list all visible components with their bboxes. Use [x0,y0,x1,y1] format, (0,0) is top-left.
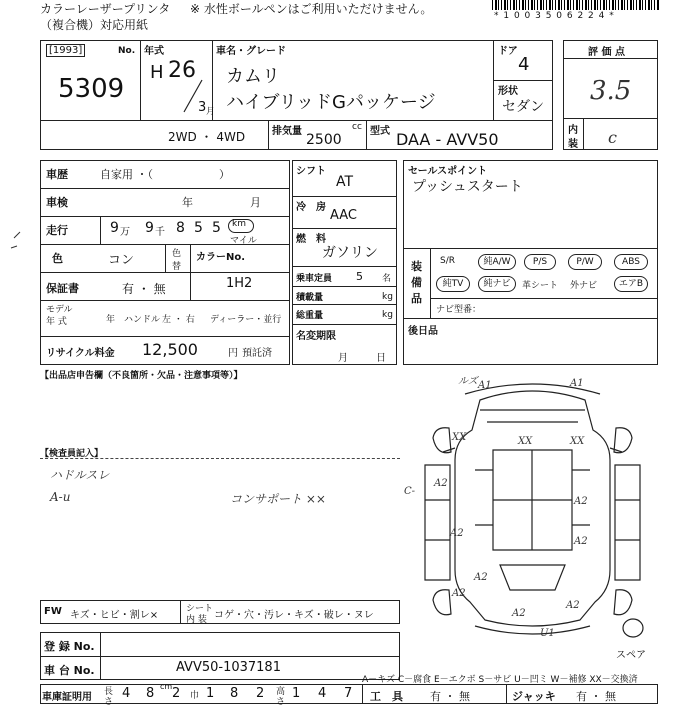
recycle-value: 12,500 [142,340,198,359]
seller-notes-label: 【出品店申告欄（不良箇所・欠品・注意事項等）】 [40,371,243,381]
km-unit: km [232,219,246,229]
equip-navi: 純ナビ [478,276,516,292]
equip-abs: ABS [614,254,648,270]
equipment-label-2: 備 [411,276,422,289]
width-label: 巾 [190,691,200,701]
seat-label-2: 内 装 [186,615,207,625]
diag-mark-16: A2 [566,600,580,611]
equip-sr: S/R [440,256,455,266]
mileage-digit-3: 5 [212,220,221,236]
diag-mark-15: A2 [512,608,526,619]
mileage-man: 9 [110,220,119,236]
load-label: 積載量 [296,293,324,303]
mile-unit: マイル [230,236,257,246]
mileage-sen-unit: 千 [155,227,165,238]
interior-label-2: 装 [568,139,578,150]
fw-label: FW [44,606,62,617]
mileage-man-unit: 万 [120,227,130,238]
fw-value: キズ・ヒビ・割レ× [70,610,159,621]
printer-note: カラーレーザープリンタ [40,2,171,16]
margin-mark [8,228,26,252]
recycle-unit: 円 [228,348,238,359]
diag-mark-1: ルズ [458,376,478,387]
history-value: 自家用 ・（ ） [100,168,230,181]
doors-value: 4 [518,54,530,75]
height-digit-1: 1 [292,686,301,701]
inspector-note-3: コンサポート ×× [230,492,326,506]
dealer-label: ディーラー・並行 [210,315,282,325]
barcode [492,0,660,10]
diag-mark-3: A1 [570,378,584,389]
history-label: 車歴 [46,168,68,181]
ac-label: 冷 房 [296,202,326,213]
year-month: 3 [198,100,207,115]
name-change-label: 名変期限 [296,331,336,342]
recycle-status: 預託済 [242,348,272,359]
inspector-label: 【検査員記入】 [40,449,104,459]
equip-airbag: エアB [614,276,648,292]
interior-value: c [608,128,617,147]
model-value: DAA - AVV50 [396,130,499,149]
color-value: コン [108,253,135,268]
navi-model-label: ナビ型番： [436,305,482,315]
rating-value: 3.5 [590,76,632,106]
car-damage-diagram [405,370,660,640]
tools-value: 有 ・ 無 [430,690,470,703]
equipment-label-3: 品 [411,292,422,305]
diag-mark-6: XX [570,436,585,447]
diag-mark-13: A2 [452,588,466,599]
after-date-label: 後日品 [408,326,438,337]
spare-label: スペア [616,650,646,661]
body-type-label: 形状 [498,86,518,97]
car-grade: ハイブリッドGパッケージ [226,92,436,113]
length-digit-3: 2 [172,686,181,701]
equipment-label-1: 装 [411,260,422,273]
handle-label: ハンドル [124,315,161,325]
paper-note: （複合機）対応用紙 [40,18,149,32]
shift-label: シフト [296,166,326,177]
color-change-1: 色 [172,249,182,259]
pen-notice: ※ 水性ボールペンはご利用いただけません。 [190,2,433,16]
shift-value: AT [336,174,354,190]
seat-label-1: シート [186,604,214,614]
interior-label-1: 内 [568,125,578,136]
length-label-1: 長 [104,687,114,697]
model-year-unit: 年 [106,315,116,325]
handle-value: 左 ・ 右 [162,315,195,325]
diag-mark-12: A2 [474,572,488,583]
equip-ext-navi: 外ナビ [570,281,598,291]
name-change-month: 月 [338,353,348,364]
damage-legend: A－キズ C－腐食 E－エクボ S－サビ U－凹ミ W－補修 XX－交換済 [362,675,638,685]
diag-mark-9: A2 [450,528,464,539]
doors-label: ドア [498,46,518,57]
capacity-unit: 名 [382,274,392,284]
cert-label: 車庫証明用 [42,692,92,703]
inspector-note-2: A-u [50,490,71,504]
diag-mark-2: A1 [478,380,492,391]
mileage-digit-2: 5 [194,220,203,236]
inspection-label: 車検 [46,196,68,209]
lot-number: 5309 [58,74,125,104]
equip-tv: 純TV [436,276,470,292]
width-digit-3: 2 [256,686,265,701]
model-year-label-1: モデル [46,305,73,315]
inspection-year: 年 [182,196,193,209]
year-month-unit: 月 [206,107,216,117]
model-label: 型式 [370,126,390,137]
height-digit-2: 4 [318,686,327,701]
diag-mark-10: A2 [574,496,588,507]
height-label-1: 高 [276,687,286,697]
mileage-digit-1: 8 [176,220,185,236]
recycle-label: リサイクル料金 [46,348,115,359]
reg-label: 登 録 No. [44,640,95,653]
car-label: 車名・グレード [216,46,286,57]
width-digit-2: 8 [230,686,239,701]
tools-label: 工 具 [370,690,403,703]
displacement-label: 排気量 [272,126,302,137]
name-change-day: 日 [376,353,386,364]
rating-label: 評 価 点 [588,47,625,58]
color-change-2: 替 [172,262,182,272]
equip-ps: P/S [524,254,556,270]
color-label: 色 [52,252,63,265]
warranty-label: 保証書 [46,282,79,295]
diag-mark-11: A2 [574,536,588,547]
jack-value: 有 ・ 無 [576,690,616,703]
lot-no-label: No. [118,46,136,56]
capacity-value: 5 [356,270,363,283]
chassis-value: AVV50-1037181 [176,660,281,675]
model-year-label-2: 年 式 [46,317,67,327]
displacement-unit: cc [352,122,362,132]
inspection-month: 月 [250,196,261,209]
height-label-2: さ [276,697,286,707]
jack-label: ジャッキ [512,690,556,703]
chassis-label: 車 台 No. [44,664,95,677]
drive-type: 2WD ・ 4WD [168,130,246,144]
length-digit-1: 4 [122,686,131,701]
diag-mark-8: A2 [434,478,448,489]
barcode-number: * 1 0 0 3 5 0 6 2 2 4 * [494,11,615,21]
inspector-note-1: ハドルスレ [50,468,110,482]
diag-mark-4: XX [452,432,467,443]
length-unit: cm [160,682,173,691]
seat-value: コゲ・穴・汚レ・キズ・破レ・ヌレ [214,610,374,621]
equip-pw: P/W [568,254,602,270]
ac-value: AAC [330,208,357,223]
length-digit-2: 8 [146,686,155,701]
year-label: 年式 [144,46,164,57]
equip-aw: 純A/W [478,254,516,270]
year-value: 26 [168,58,196,83]
mileage-label: 走行 [46,224,68,237]
mileage-sen: 9 [145,220,154,236]
weight-label: 総重量 [296,311,324,321]
fuel-value: ガソリン [322,245,378,261]
sales-point-label: セールスポイント [408,166,488,177]
capacity-label: 乗車定員 [296,274,333,284]
color-no-label: カラーNo. [196,252,246,263]
sales-point-value: プッシュスタート [412,179,523,195]
equip-leather: 革シート [522,281,559,291]
fuel-label: 燃 料 [296,234,326,245]
displacement-value: 2500 [306,132,342,148]
warranty-value: 有 ・ 無 [122,282,166,296]
car-name: カムリ [226,66,280,87]
height-digit-3: 7 [344,686,353,701]
year-era: H [150,62,164,83]
load-unit: kg [382,292,393,302]
width-digit-1: 1 [206,686,215,701]
length-label-2: さ [104,697,114,707]
body-type-value: セダン [502,99,545,115]
color-no: 1H2 [226,276,253,291]
lot-tag: [1993] [46,44,85,57]
weight-unit: kg [382,310,393,320]
diag-mark-14: U1 [540,628,555,639]
diag-mark-5: XX [518,436,533,447]
diag-mark-7: C- [404,486,416,497]
